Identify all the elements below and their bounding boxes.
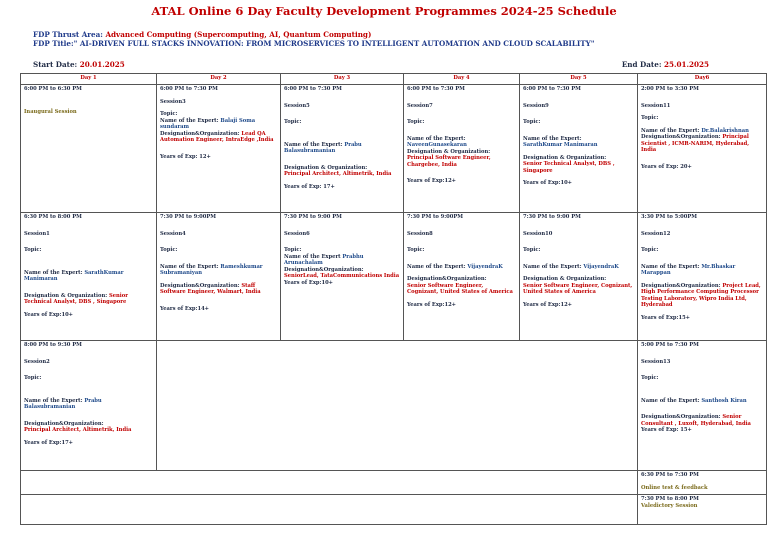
session-name: Online test & feedback: [641, 484, 708, 491]
session-cell: [157, 85, 281, 213]
expert-name: Balaji Soma sundaram: [160, 117, 256, 130]
expert-org: Principal Architect, Altimetrik, India: [24, 427, 132, 433]
time-slot: 3:30 PM to 5:00PM: [641, 214, 698, 220]
time-slot: 6:00 PM to 7:30 PM: [407, 86, 465, 92]
desig-label: Designation&Organization:: [641, 282, 721, 289]
years-exp: Years of Exp: 17+: [284, 183, 335, 190]
desig-label: Designation & Organization:: [523, 276, 607, 282]
empty-cell: [21, 471, 638, 495]
day-header: Day 2: [157, 74, 281, 85]
expert-name: VijayendraK: [583, 263, 619, 270]
years-exp: Years of Exp:10+: [523, 180, 573, 186]
desig-label: Designation&Organization:: [407, 276, 487, 282]
years-exp: Years of Exp:12+: [407, 301, 457, 308]
expert-label: Name of the Expert:: [24, 269, 83, 276]
expert-name: SarathKumar Manimaran: [24, 269, 124, 282]
session-cell: [281, 213, 404, 341]
expert-label: Name of the Expert:: [523, 135, 582, 142]
expert-org: Staff Software Engineer, Walmart, India: [160, 282, 261, 295]
expert-name: Santhosh Kiran: [701, 397, 747, 404]
desig-label: Designation&Organization:: [284, 266, 364, 273]
topic-label: Topic:: [407, 247, 425, 253]
session-name: Session9: [523, 102, 549, 109]
day-header: Day 4: [404, 74, 520, 85]
expert-org: Senior Technical Analyst, DBS , Singapore: [523, 161, 615, 174]
topic-label: Topic:: [641, 247, 659, 253]
session-name: Session13: [641, 358, 671, 365]
session-cell: [638, 213, 767, 341]
time-slot: 6:00 PM to 7:30 PM: [160, 86, 218, 92]
start-date: [33, 60, 125, 69]
session-name: Session7: [407, 102, 433, 109]
time-slot: 7:30 PM to 9:00 PM: [284, 214, 342, 220]
table-row: [21, 213, 767, 341]
topic-label: Topic:: [24, 375, 42, 381]
expert-name: SarathKumar Manimaran: [523, 142, 598, 148]
expert-name: NaveenGunasekaran: [407, 142, 467, 148]
time-slot: 7:30 PM to 9:00PM: [407, 214, 464, 220]
desig-label: Designation & Organization:: [24, 292, 108, 299]
time-slot: 6:00 PM to 7:30 PM: [284, 86, 342, 92]
session-name: Session6: [284, 230, 310, 237]
years-exp: Years of Exp: 12+: [160, 153, 211, 160]
years-exp: Years of Exp: 15+: [641, 427, 692, 433]
expert-name: Dr.Balakrishnan: [701, 127, 749, 134]
desig-label: Designation & Organization:: [407, 148, 491, 155]
table-header-row: [21, 74, 767, 85]
empty-cell: [21, 495, 638, 525]
thrust-value: Advanced Computing (Supercomputing, AI, Quantum Computing): [105, 30, 372, 39]
expert-label: Name of the Expert:: [24, 397, 83, 404]
expert-org: Principal Scientist , ICMR-NARIM, Hyderabad, India: [641, 134, 750, 153]
expert-name: Mr.Bhaskar Marappan: [641, 263, 736, 276]
session-name: Session10: [523, 230, 553, 237]
years-exp: Years of Exp:10+: [284, 279, 334, 286]
session-cell: [21, 341, 157, 471]
expert-label: Name of the Expert:: [160, 117, 219, 124]
expert-org: Project Lead, High Performance Computing Processor Testing Laboratory, Wipro India Ltd, Hyderabad: [641, 282, 761, 308]
expert-org: Senior Software Engineer, Cognizant, United States of America: [407, 282, 513, 295]
time-slot: 8:00 PM to 9:30 PM: [24, 342, 82, 348]
session-name: Session1: [24, 230, 50, 237]
session-cell: [638, 495, 767, 525]
session-name: Inaugural Session: [24, 108, 77, 115]
empty-cell: [157, 341, 638, 471]
expert-org: Senior Software Engineer, Cognizant, United States of America: [523, 282, 633, 295]
desig-label: Designation&Organization:: [24, 420, 104, 427]
topic-label: Topic:: [284, 247, 302, 253]
expert-name: VijayendraK: [467, 263, 503, 270]
desig-label: Designation & Organization:: [284, 164, 368, 171]
session-cell: [404, 213, 520, 341]
expert-name: Prabu Balasubramanian: [284, 141, 362, 154]
expert-org: Principal Architect, Altimetrik, India: [284, 171, 392, 177]
session-cell: [638, 341, 767, 471]
expert-label: Name of the Expert:: [641, 127, 700, 134]
topic-label: Topic:: [523, 119, 541, 125]
time-slot: 6:30 PM to 8:00 PM: [24, 214, 82, 220]
table-row: [21, 495, 767, 525]
years-exp: Years of Exp:12+: [523, 301, 573, 308]
topic-label: Topic:: [523, 247, 541, 253]
years-exp: Years of Exp:14+: [160, 305, 210, 312]
topic-label: Topic:: [641, 115, 659, 121]
expert-name: Rameshkumar Subramaniyan: [160, 263, 263, 276]
start-label: Start Date:: [33, 60, 80, 69]
desig-label: Designation&Organization:: [641, 134, 721, 140]
session-name: Session3: [160, 98, 186, 105]
thrust-label: FDP Thrust Area:: [33, 30, 106, 39]
session-cell: [281, 85, 404, 213]
time-slot: 6:30 PM to 7:30 PM: [641, 472, 699, 478]
table-row: [21, 471, 767, 495]
desig-label: Designation&Organization:: [160, 130, 240, 137]
time-slot: 7:30 PM to 8:00 PM: [641, 496, 699, 502]
time-slot: 7:30 PM to 9:00PM: [160, 214, 217, 220]
expert-label: Name of the Expert:: [641, 397, 700, 404]
expert-name: Prabhu Arunachalam: [284, 253, 364, 266]
expert-label: Name of the Expert:: [160, 263, 219, 270]
session-cell: [157, 213, 281, 341]
session-name: Session2: [24, 358, 50, 365]
session-name: Session5: [284, 102, 310, 109]
table-row: [21, 85, 767, 213]
expert-org: Lead QA Automation Engineer, IntraEdge ,India: [160, 130, 274, 143]
end-label: End Date:: [621, 60, 664, 69]
topic-label: Topic:: [160, 247, 178, 253]
session-name: Session8: [407, 230, 433, 237]
day-header: Day 1: [21, 74, 157, 85]
topic-label: Topic:: [284, 119, 302, 125]
desig-label: Designation&Organization:: [160, 282, 240, 289]
expert-label: Name of the Expert:: [641, 263, 700, 270]
topic-label: Topic:: [641, 375, 659, 381]
date-row: [33, 60, 709, 69]
topic-label: Topic:: [160, 111, 178, 117]
years-exp: Years of Exp:17+: [24, 439, 74, 446]
end-value: 25.01.2025: [663, 60, 709, 69]
session-cell: [21, 213, 157, 341]
session-name: Session11: [641, 102, 671, 109]
session-name: Valedictory Session: [641, 502, 698, 509]
time-slot: 6:00 PM to 7:30 PM: [523, 86, 581, 92]
expert-label: Name of the Expert:: [284, 141, 343, 148]
session-cell: [404, 85, 520, 213]
expert-label: Name of the Expert:: [407, 135, 466, 142]
schedule-table: [20, 73, 767, 525]
expert-org: Senior Consultant , Luxoft, Hyderabad, India: [641, 414, 751, 427]
desig-label: Designation & Organization:: [523, 154, 607, 161]
time-slot: 5:00 PM to 7:30 PM: [641, 342, 699, 348]
time-slot: 7:30 PM to 9:00 PM: [523, 214, 581, 220]
start-value: 20.01.2025: [79, 60, 125, 69]
years-exp: Years of Exp:10+: [24, 311, 74, 318]
expert-org: Principal Software Engineer, Chargebee, India: [407, 155, 491, 168]
years-exp: Years of Exp: 20+: [641, 163, 692, 170]
time-slot: 6:00 PM to 6:30 PM: [24, 86, 82, 92]
expert-label: Name of the Expert:: [523, 263, 582, 270]
end-date: [622, 60, 709, 69]
expert-org: Senior Technical Analyst, DBS , Singapore: [24, 292, 128, 305]
day-header: Day 5: [520, 74, 638, 85]
session-name: Session4: [160, 230, 186, 237]
expert-name: Prabu Balasubramanian: [24, 397, 102, 410]
time-slot: 2:00 PM to 3:30 PM: [641, 86, 699, 92]
session-cell: [520, 85, 638, 213]
session-cell: [21, 85, 157, 213]
expert-org: SeniorLead, TataCommunications India: [284, 273, 400, 279]
session-name: Session12: [641, 230, 671, 237]
day-header: Day6: [638, 74, 767, 85]
topic-label: Topic:: [407, 119, 425, 125]
expert-label: Name of the Expert:: [407, 263, 466, 270]
thrust-area: [33, 30, 371, 39]
session-cell: [638, 471, 767, 495]
fdp-title: FDP Title:" AI-DRIVEN FULL STACKS INNOVATION: FROM MICROSERVICES TO INTELLIGENT AUTOMATION AND CLOUD SCALABILITY": [33, 39, 595, 48]
session-cell: [638, 85, 767, 213]
table-row: [21, 341, 767, 471]
page-title: ATAL Online 6 Day Faculty Development Programmes 2024-25 Schedule: [151, 4, 617, 18]
session-cell: [520, 213, 638, 341]
expert-label: Name of the Expert: [284, 253, 343, 260]
years-exp: Years of Exp:12+: [407, 178, 457, 184]
day-header: Day 3: [281, 74, 404, 85]
years-exp: Years of Exp:15+: [641, 314, 691, 321]
desig-label: Designation&Organization:: [641, 414, 721, 420]
topic-label: Topic:: [24, 247, 42, 253]
